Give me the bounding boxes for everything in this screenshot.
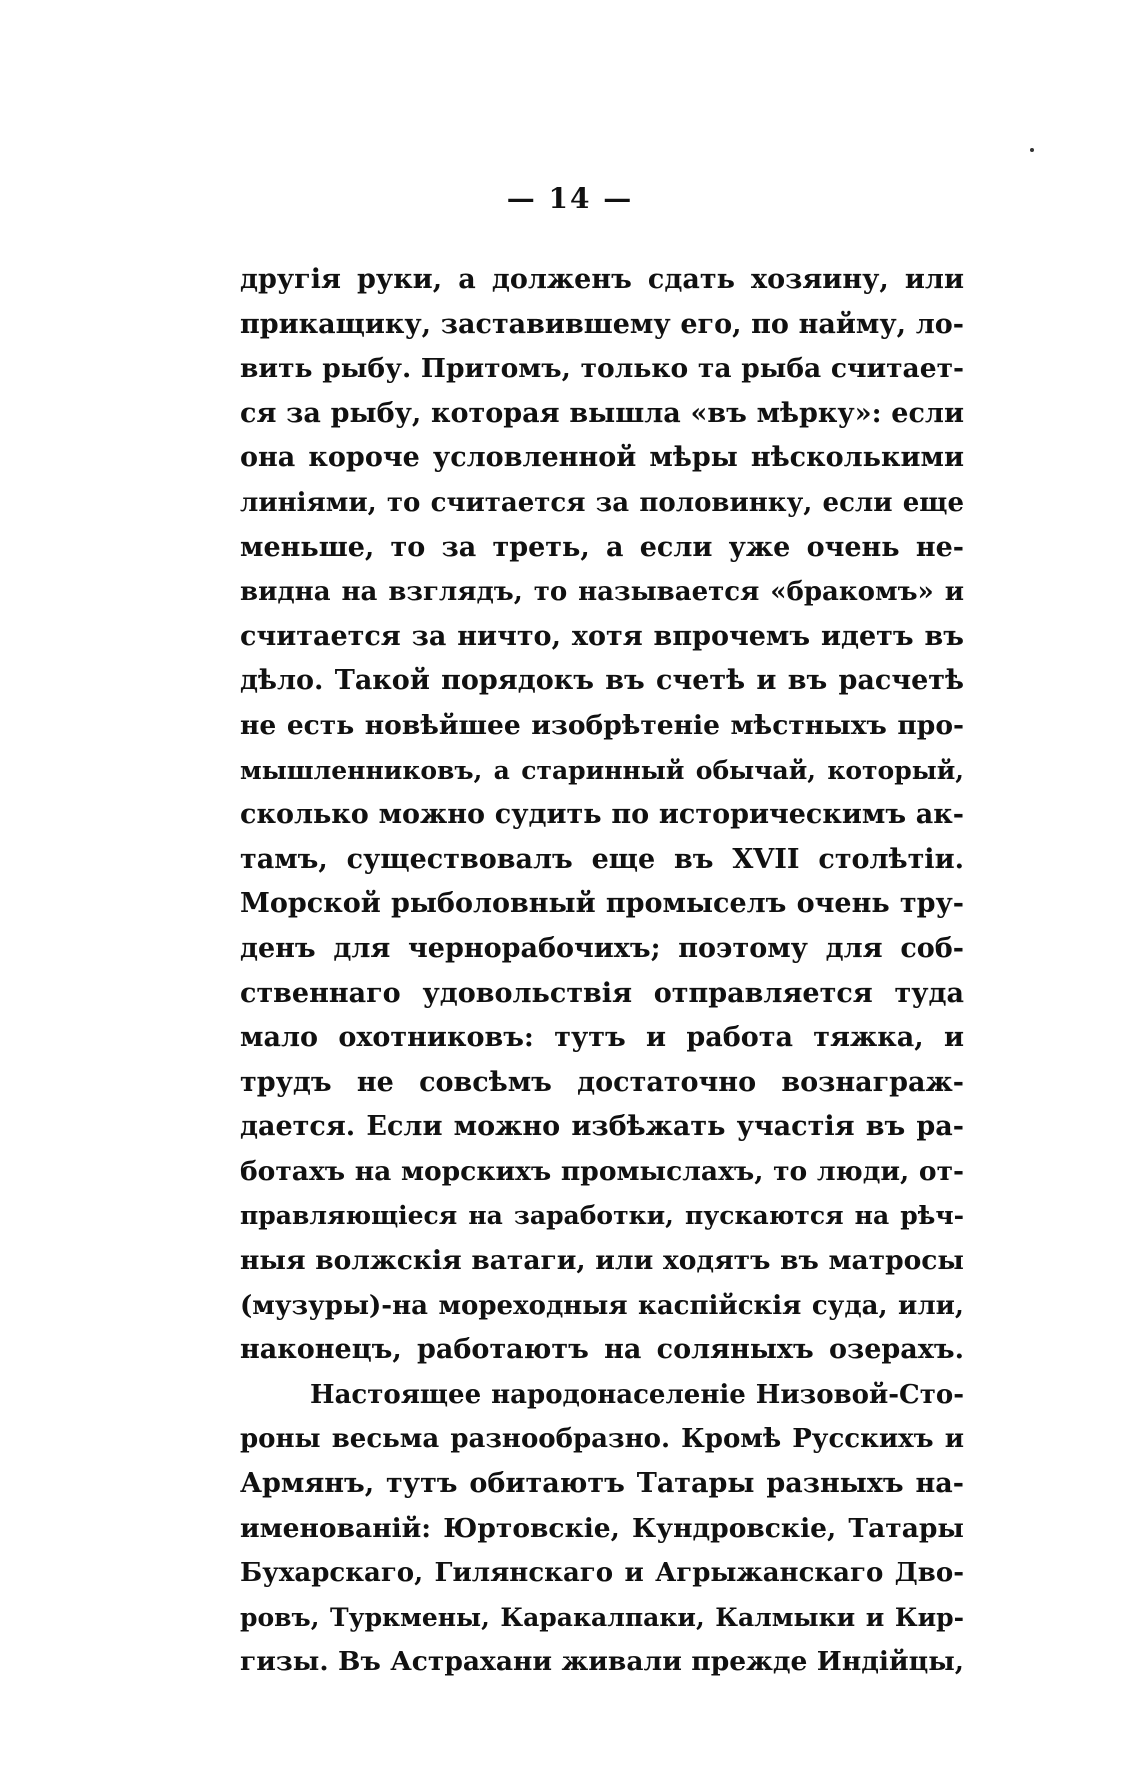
text-line: правляющіеся на заработки, пускаются на рѣч-	[240, 1201, 964, 1231]
text-line: ственнаго удовольствія отправляется туда	[240, 977, 964, 1009]
body-text	[240, 258, 964, 1685]
text-line: ся за рыбу, которая вышла «въ мѣрку»: если	[240, 397, 964, 429]
text-line: Армянъ, тутъ обитаютъ Татары разныхъ на-	[240, 1468, 964, 1500]
text-line: трудъ не совсѣмъ достаточно вознаграж-	[240, 1066, 964, 1098]
text-line: она короче условленной мѣры нѣсколькими	[240, 442, 964, 474]
text-line: меньше, то за треть, а если уже очень не-	[240, 531, 964, 563]
text-line: именованій: Юртовскіе, Кундровскіе, Татары	[240, 1512, 964, 1544]
text-line: роны весьма разнообразно. Кромѣ Русскихъ и	[240, 1424, 964, 1455]
text-line: гизы. Въ Астрахани живали прежде Индійцы,	[240, 1646, 964, 1678]
text-line: мало охотниковъ: тутъ и работа тяжка, и	[240, 1022, 964, 1054]
text-line: прикащику, заставившему его, по найму, ло-	[240, 308, 964, 340]
text-line: видна на взглядъ, то называется «бракомъ» и	[240, 577, 964, 608]
text-line: ботахъ на морскихъ промыслахъ, то люди, от-	[240, 1155, 964, 1187]
text-line: ровъ, Туркмены, Каракалпаки, Калмыки и Кир-	[240, 1602, 964, 1632]
text-line: линіями, то считается за половинку, если еще	[240, 487, 964, 518]
scan-speck	[1030, 148, 1034, 152]
text-line: сколько можно судить по историческимъ ак-	[240, 799, 964, 831]
text-line: Бухарскаго, Гилянскаго и Агрыжанскаго Дво-	[240, 1558, 964, 1589]
text-line: ныя волжскія ватаги, или ходятъ въ матросы	[240, 1245, 964, 1277]
text-line: (музуры)-на мореходныя каспійскія суда, или,	[240, 1290, 964, 1321]
text-line: наконецъ, работаютъ на соляныхъ озерахъ.	[240, 1334, 964, 1366]
text-line: вить рыбу. Притомъ, только та рыба считает-	[240, 353, 964, 385]
text-line: Морской рыболовный промыселъ очень тру-	[240, 888, 964, 920]
text-line: другія руки, а долженъ сдать хозяину, или	[240, 264, 964, 295]
text-line: Настоящее народонаселеніе Низовой-Сто-	[310, 1379, 964, 1410]
text-line: мышленниковъ, а старинный обычай, который,	[240, 755, 964, 785]
text-line: дѣло. Такой порядокъ въ счетѣ и въ расчетѣ	[240, 665, 964, 697]
text-line: считается за ничто, хотя впрочемъ идетъ въ	[240, 620, 964, 652]
text-line: тамъ, существовалъ еще въ XVII столѣтіи.	[240, 843, 964, 875]
page-number: — 14 —	[506, 182, 634, 215]
text-line: дается. Если можно избѣжать участія въ ра-	[240, 1111, 964, 1143]
text-line: не есть новѣйшее изобрѣтеніе мѣстныхъ про-	[240, 709, 964, 741]
text-line: денъ для чернорабочихъ; поэтому для соб-	[240, 932, 964, 964]
